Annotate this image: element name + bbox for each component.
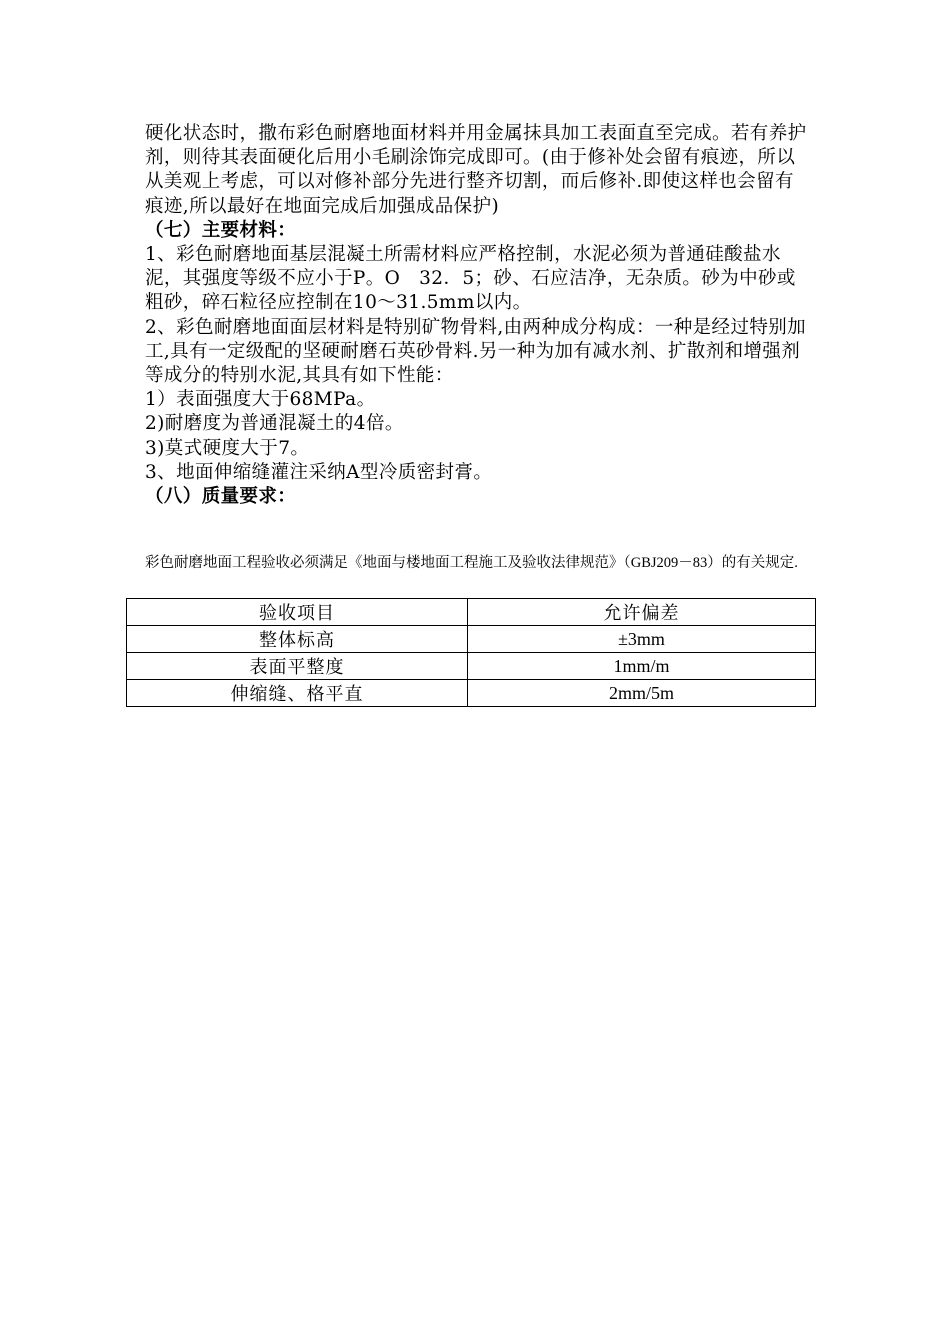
acceptance-note	[145, 551, 805, 575]
header-inspection-item: 验收项目	[127, 599, 468, 626]
materials-item-2: 2、彩色耐磨地面面层材料是特别矿物骨料,由两种成分构成：一种是经过特别加工,具有一定级配的坚硬耐磨石英砂骨料.另一种为加有减水剂、扩散剂和增强剂等成分的特别水泥,其具有如下性能：	[145, 316, 807, 387]
cell-tolerance: 2mm/5m	[468, 680, 816, 707]
property-wear-resistance: 2)耐磨度为普通混凝土的4倍。	[145, 413, 404, 435]
materials-item-1: 1、彩色耐磨地面基层混凝土所需材料应严格控制，水泥必须为普通硅酸盐水泥，其强度等级不应小于P。O 32．5；砂、石应洁净，无杂质。砂为中砂或粗砂，碎石粒径应控制在10～31.5mm以内。	[145, 244, 796, 314]
table-row	[127, 680, 816, 707]
table-row	[127, 626, 816, 653]
acceptance-paragraph: 彩色耐磨地面工程验收必须满足《地面与楼地面工程施工及验收法律规范》（GBJ209－83）的有关规定.	[145, 555, 798, 571]
quality-tolerance-table	[126, 598, 816, 707]
property-surface-strength: 1）表面强度大于68MPa。	[145, 389, 376, 411]
table-row	[127, 653, 816, 680]
table-header-row	[127, 599, 816, 626]
cell-tolerance: ±3mm	[468, 626, 816, 653]
paragraph-construction-repair: 硬化状态时，撒布彩色耐磨地面材料并用金属抹具加工表面直至完成。若有养护剂，则待其表面硬化后用小毛刷涂饰完成即可。(由于修补处会留有痕迹，所以从美观上考虑，可以对修补部分先进行整齐切割，而后修补.即使这样也会留有痕迹,所以最好在地面完成后加强成品保护)	[145, 123, 807, 217]
header-allowed-deviation: 允许偏差	[468, 599, 816, 626]
cell-item: 表面平整度	[127, 653, 468, 680]
cell-item: 伸缩缝、格平直	[127, 680, 468, 707]
section-heading-quality-requirements: （八）质量要求：	[145, 486, 297, 508]
section-heading-main-materials: （七）主要材料：	[145, 219, 297, 241]
document-body	[145, 122, 810, 509]
property-mohs-hardness: 3)莫式硬度大于7。	[145, 437, 310, 459]
cell-tolerance: 1mm/m	[468, 653, 816, 680]
cell-item: 整体标高	[127, 626, 468, 653]
materials-item-3: 3、地面伸缩缝灌注采纳A型冷质密封膏。	[145, 461, 493, 483]
